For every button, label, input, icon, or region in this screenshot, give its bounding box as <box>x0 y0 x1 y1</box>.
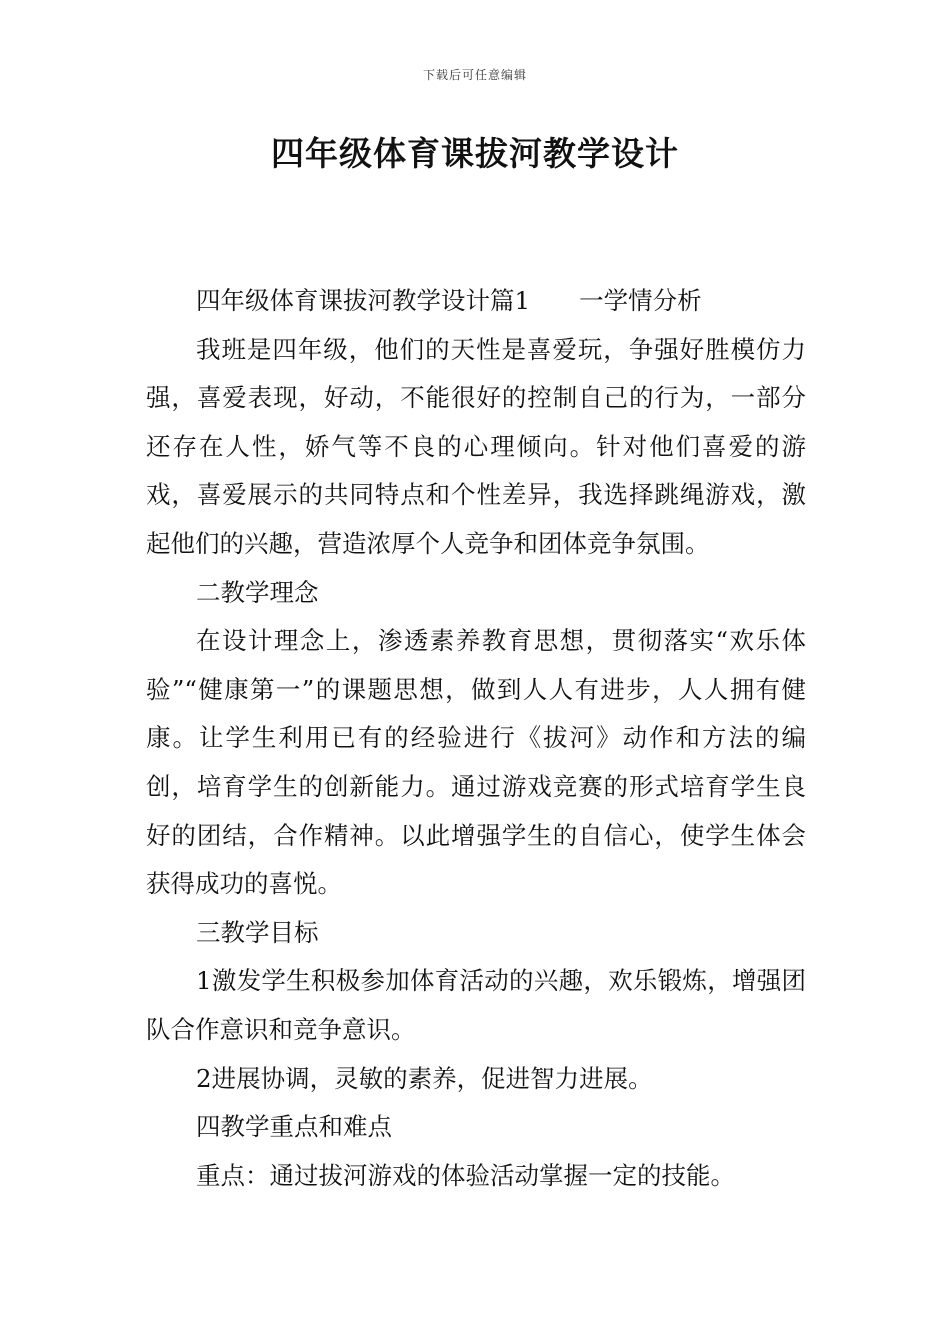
page-title: 四年级体育课拔河教学设计 <box>271 134 679 173</box>
paragraph-student-analysis: 我班是四年级，他们的天性是喜爱玩，争强好胜模仿力强，喜爱表现，好动，不能很好的控制自己的行为，一部分还存在人性，娇气等不良的心理倾向。针对他们喜爱的游戏，喜爱展示的共同特点和个性差异，我选择跳绳游戏，激起他们的兴趣，营造浓厚个人竞争和团体竞争氛围。 <box>146 334 806 558</box>
header-note: 下载后可任意编辑 <box>422 68 527 82</box>
paragraph-key-point: 重点：通过拔河游戏的体验活动掌握一定的技能。 <box>196 1160 735 1190</box>
paragraph-goal-1: 1激发学生积极参加体育活动的兴趣，欢乐锻炼，增强团队合作意识和竞争意识。 <box>146 966 806 1044</box>
section-heading-key-points: 四教学重点和难点 <box>196 1112 392 1142</box>
paragraph-teaching-concept: 在设计理念上，渗透素养教育思想，贯彻落实“欢乐体验”“健康第一”的课题思想，做到人人有进步，人人拥有健康。让学生利用已有的经验进行《拔河》动作和方法的编创，培育学生的创新能力。通过游戏竞赛的形式培育学生良好的团结，合作精神。以此增强学生的自信心，使学生体会获得成功的喜悦。 <box>146 626 806 899</box>
section-heading-teaching-concept: 二教学理念 <box>196 577 319 607</box>
section-heading-teaching-goals: 三教学目标 <box>196 917 319 947</box>
section-heading-intro: 四年级体育课拔河教学设计篇1 一学情分析 <box>196 286 702 315</box>
paragraph-goal-2: 2进展协调，灵敏的素养，促进智力进展。 <box>196 1063 653 1093</box>
document-body <box>146 277 806 1200</box>
